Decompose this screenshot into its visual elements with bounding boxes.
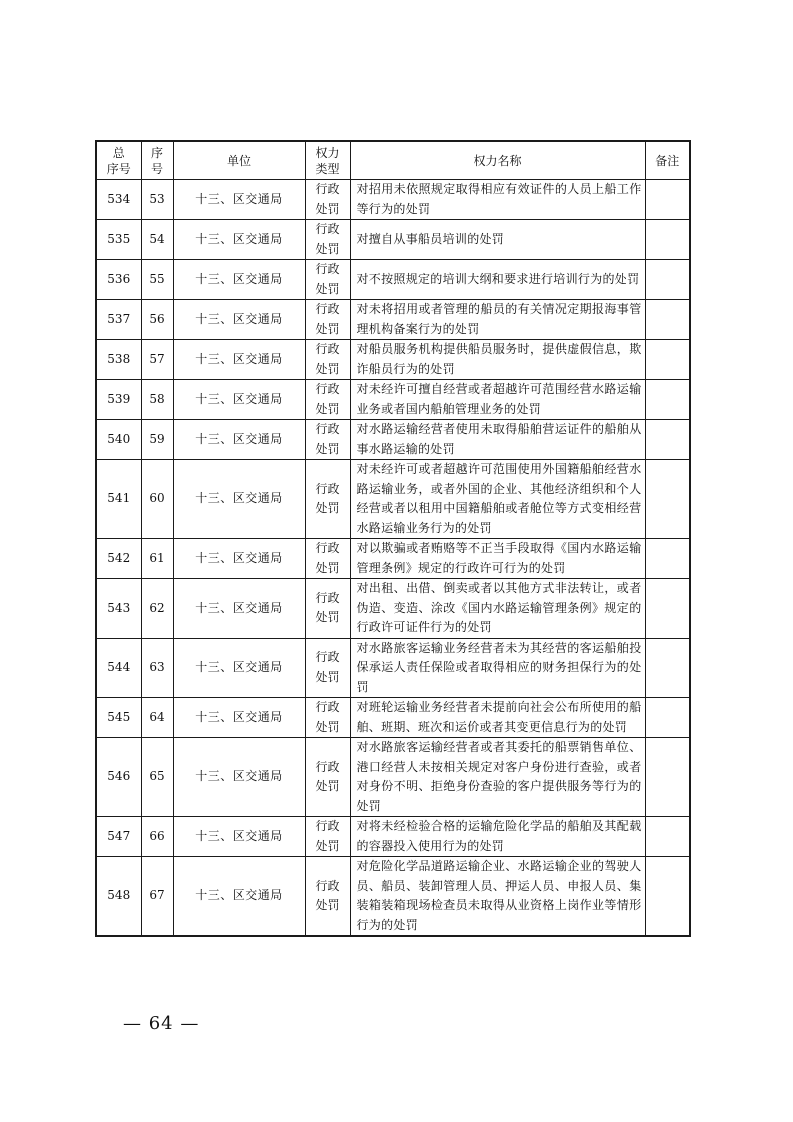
power-type-line: 行政 bbox=[315, 481, 340, 496]
cell-power-type bbox=[305, 180, 350, 220]
cell-unit: 十三、区交通局 bbox=[173, 579, 305, 639]
cell-remark bbox=[645, 698, 690, 738]
table-row bbox=[96, 260, 690, 300]
power-type-line: 处罚 bbox=[315, 361, 340, 376]
cell-remark bbox=[645, 220, 690, 260]
power-type-line: 行政 bbox=[315, 819, 340, 833]
cell-power-name: 对水路旅客运输业务经营者未为其经营的客运船舶投保承运人责任保险或者取得相应的财务担保行为的处罚 bbox=[350, 638, 645, 698]
cell-unit: 十三、区交通局 bbox=[173, 300, 305, 340]
header-power-name: 权力名称 bbox=[350, 141, 645, 180]
power-type-line: 行政 bbox=[315, 262, 340, 276]
cell-power-name: 对危险化学品道路运输企业、水路运输企业的驾驶人员、船员、装卸管理人员、押运人员、申报人员、集装箱装箱现场检查员未取得从业资格上岗作业等情形行为的处罚 bbox=[350, 857, 645, 937]
power-type-line: 处罚 bbox=[315, 838, 340, 853]
cell-power-name: 对将未经检验合格的运输危险化学品的船舶及其配载的容器投入使用行为的处罚 bbox=[350, 817, 645, 857]
power-type-line: 行政 bbox=[315, 878, 340, 893]
cell-total-no: 538 bbox=[96, 340, 141, 380]
cell-remark bbox=[645, 539, 690, 579]
cell-remark bbox=[645, 857, 690, 937]
power-type-line: 处罚 bbox=[315, 441, 340, 456]
power-type-line: 行政 bbox=[315, 302, 340, 316]
power-type-line: 行政 bbox=[315, 222, 340, 236]
cell-total-no: 535 bbox=[96, 220, 141, 260]
power-type-line: 行政 bbox=[315, 650, 340, 665]
table-row bbox=[96, 340, 690, 380]
header-unit: 单位 bbox=[173, 141, 305, 180]
cell-power-name: 对水路旅客运输经营者或者其委托的船票销售单位、港口经营人未按相关规定对客户身份进行查验，或者对身份不明、拒绝身份查验的客户提供服务等行为的处罚 bbox=[350, 738, 645, 817]
table-row bbox=[96, 220, 690, 260]
cell-power-name: 对水路运输经营者使用未取得船舶营运证件的船舶从事水路运输的处罚 bbox=[350, 420, 645, 460]
cell-unit: 十三、区交通局 bbox=[173, 738, 305, 817]
power-type-line: 处罚 bbox=[315, 501, 340, 515]
power-type-line: 处罚 bbox=[315, 201, 340, 216]
cell-unit: 十三、区交通局 bbox=[173, 180, 305, 220]
cell-power-type bbox=[305, 698, 350, 738]
cell-unit: 十三、区交通局 bbox=[173, 420, 305, 460]
cell-seq-no: 57 bbox=[141, 340, 173, 380]
cell-total-no: 544 bbox=[96, 638, 141, 698]
table-row bbox=[96, 300, 690, 340]
power-type-line: 行政 bbox=[315, 382, 340, 396]
cell-power-type bbox=[305, 460, 350, 539]
table-body bbox=[96, 180, 690, 937]
cell-total-no: 546 bbox=[96, 738, 141, 817]
cell-unit: 十三、区交通局 bbox=[173, 260, 305, 300]
cell-total-no: 536 bbox=[96, 260, 141, 300]
page-number: — 64 — bbox=[123, 1013, 200, 1034]
cell-power-type bbox=[305, 817, 350, 857]
cell-total-no: 537 bbox=[96, 300, 141, 340]
cell-unit: 十三、区交通局 bbox=[173, 817, 305, 857]
power-type-line: 处罚 bbox=[315, 241, 340, 256]
power-type-line: 处罚 bbox=[315, 719, 340, 734]
cell-power-name: 对以欺骗或者贿赂等不正当手段取得《国内水路运输管理条例》规定的行政许可行为的处罚 bbox=[350, 539, 645, 579]
cell-power-type bbox=[305, 738, 350, 817]
cell-unit: 十三、区交通局 bbox=[173, 340, 305, 380]
cell-remark bbox=[645, 579, 690, 639]
cell-power-name: 对擅自从事船员培训的处罚 bbox=[350, 220, 645, 260]
cell-seq-no: 60 bbox=[141, 460, 173, 539]
cell-total-no: 541 bbox=[96, 460, 141, 539]
cell-total-no: 540 bbox=[96, 420, 141, 460]
cell-seq-no: 63 bbox=[141, 638, 173, 698]
cell-power-name: 对船员服务机构提供船员服务时，提供虚假信息，欺诈船员行为的处罚 bbox=[350, 340, 645, 380]
table-row bbox=[96, 579, 690, 639]
table-row bbox=[96, 380, 690, 420]
cell-seq-no: 67 bbox=[141, 857, 173, 937]
cell-seq-no: 66 bbox=[141, 817, 173, 857]
power-type-line: 处罚 bbox=[315, 610, 340, 625]
cell-total-no: 543 bbox=[96, 579, 141, 639]
cell-seq-no: 62 bbox=[141, 579, 173, 639]
cell-remark bbox=[645, 460, 690, 539]
table-row bbox=[96, 420, 690, 460]
header-total-no: 总 序号 bbox=[96, 141, 141, 180]
table-row bbox=[96, 817, 690, 857]
header-seq-no: 序 号 bbox=[141, 141, 173, 180]
cell-unit: 十三、区交通局 bbox=[173, 638, 305, 698]
cell-seq-no: 65 bbox=[141, 738, 173, 817]
cell-remark bbox=[645, 420, 690, 460]
cell-power-name: 对招用未依照规定取得相应有效证件的人员上船工作等行为的处罚 bbox=[350, 180, 645, 220]
header-power-type: 权力 类型 bbox=[305, 141, 350, 180]
power-list-table bbox=[95, 140, 691, 937]
cell-seq-no: 64 bbox=[141, 698, 173, 738]
cell-power-type bbox=[305, 579, 350, 639]
cell-remark bbox=[645, 340, 690, 380]
cell-power-type bbox=[305, 638, 350, 698]
cell-power-name: 对未经许可或者超越许可范围使用外国籍船舶经营水路运输业务，或者外国的企业、其他经济组织和个人经营或者以租用中国籍船舶或者舱位等方式变相经营水路运输业务行为的处罚 bbox=[350, 460, 645, 539]
cell-seq-no: 59 bbox=[141, 420, 173, 460]
power-type-line: 处罚 bbox=[315, 560, 340, 575]
cell-seq-no: 55 bbox=[141, 260, 173, 300]
cell-seq-no: 56 bbox=[141, 300, 173, 340]
power-type-line: 行政 bbox=[315, 759, 340, 774]
table-row bbox=[96, 738, 690, 817]
cell-total-no: 547 bbox=[96, 817, 141, 857]
cell-power-type bbox=[305, 539, 350, 579]
cell-unit: 十三、区交通局 bbox=[173, 220, 305, 260]
table-row bbox=[96, 180, 690, 220]
cell-power-type bbox=[305, 220, 350, 260]
cell-seq-no: 54 bbox=[141, 220, 173, 260]
cell-power-type bbox=[305, 300, 350, 340]
cell-unit: 十三、区交通局 bbox=[173, 698, 305, 738]
cell-remark bbox=[645, 738, 690, 817]
cell-power-type bbox=[305, 420, 350, 460]
cell-remark bbox=[645, 300, 690, 340]
cell-total-no: 548 bbox=[96, 857, 141, 937]
cell-total-no: 542 bbox=[96, 539, 141, 579]
power-type-line: 行政 bbox=[315, 541, 340, 555]
cell-unit: 十三、区交通局 bbox=[173, 380, 305, 420]
header-remark: 备注 bbox=[645, 141, 690, 180]
cell-remark bbox=[645, 180, 690, 220]
table-row bbox=[96, 638, 690, 698]
cell-seq-no: 53 bbox=[141, 180, 173, 220]
table-row bbox=[96, 698, 690, 738]
cell-total-no: 539 bbox=[96, 380, 141, 420]
cell-power-type bbox=[305, 380, 350, 420]
power-type-line: 行政 bbox=[315, 182, 340, 196]
power-type-line: 行政 bbox=[315, 590, 340, 605]
power-type-line: 处罚 bbox=[315, 669, 340, 684]
cell-unit: 十三、区交通局 bbox=[173, 857, 305, 937]
cell-seq-no: 61 bbox=[141, 539, 173, 579]
cell-power-type bbox=[305, 340, 350, 380]
power-type-line: 处罚 bbox=[315, 401, 340, 416]
table-row bbox=[96, 857, 690, 937]
cell-unit: 十三、区交通局 bbox=[173, 460, 305, 539]
table-row bbox=[96, 460, 690, 539]
power-type-line: 处罚 bbox=[315, 321, 340, 336]
cell-power-name: 对班轮运输业务经营者未提前向社会公布所使用的船舶、班期、班次和运价或者其变更信息行为的处罚 bbox=[350, 698, 645, 738]
cell-power-name: 对出租、出借、倒卖或者以其他方式非法转让，或者伪造、变造、涂改《国内水路运输管理条例》规定的行政许可证件行为的处罚 bbox=[350, 579, 645, 639]
cell-unit: 十三、区交通局 bbox=[173, 539, 305, 579]
cell-power-type bbox=[305, 260, 350, 300]
power-type-line: 行政 bbox=[315, 422, 340, 436]
cell-power-type bbox=[305, 857, 350, 937]
table-row bbox=[96, 539, 690, 579]
cell-power-name: 对未将招用或者管理的船员的有关情况定期报海事管理机构备案行为的处罚 bbox=[350, 300, 645, 340]
power-type-line: 处罚 bbox=[315, 779, 340, 793]
cell-power-name: 对未经许可擅自经营或者超越许可范围经营水路运输业务或者国内船舶管理业务的处罚 bbox=[350, 380, 645, 420]
power-type-line: 行政 bbox=[315, 700, 340, 714]
cell-remark bbox=[645, 638, 690, 698]
cell-power-name: 对不按照规定的培训大纲和要求进行培训行为的处罚 bbox=[350, 260, 645, 300]
power-type-line: 处罚 bbox=[315, 281, 340, 296]
power-type-line: 处罚 bbox=[315, 898, 340, 912]
cell-seq-no: 58 bbox=[141, 380, 173, 420]
cell-total-no: 534 bbox=[96, 180, 141, 220]
cell-total-no: 545 bbox=[96, 698, 141, 738]
cell-remark bbox=[645, 260, 690, 300]
cell-remark bbox=[645, 380, 690, 420]
cell-remark bbox=[645, 817, 690, 857]
table-header-row bbox=[96, 141, 690, 180]
power-type-line: 行政 bbox=[315, 342, 340, 356]
